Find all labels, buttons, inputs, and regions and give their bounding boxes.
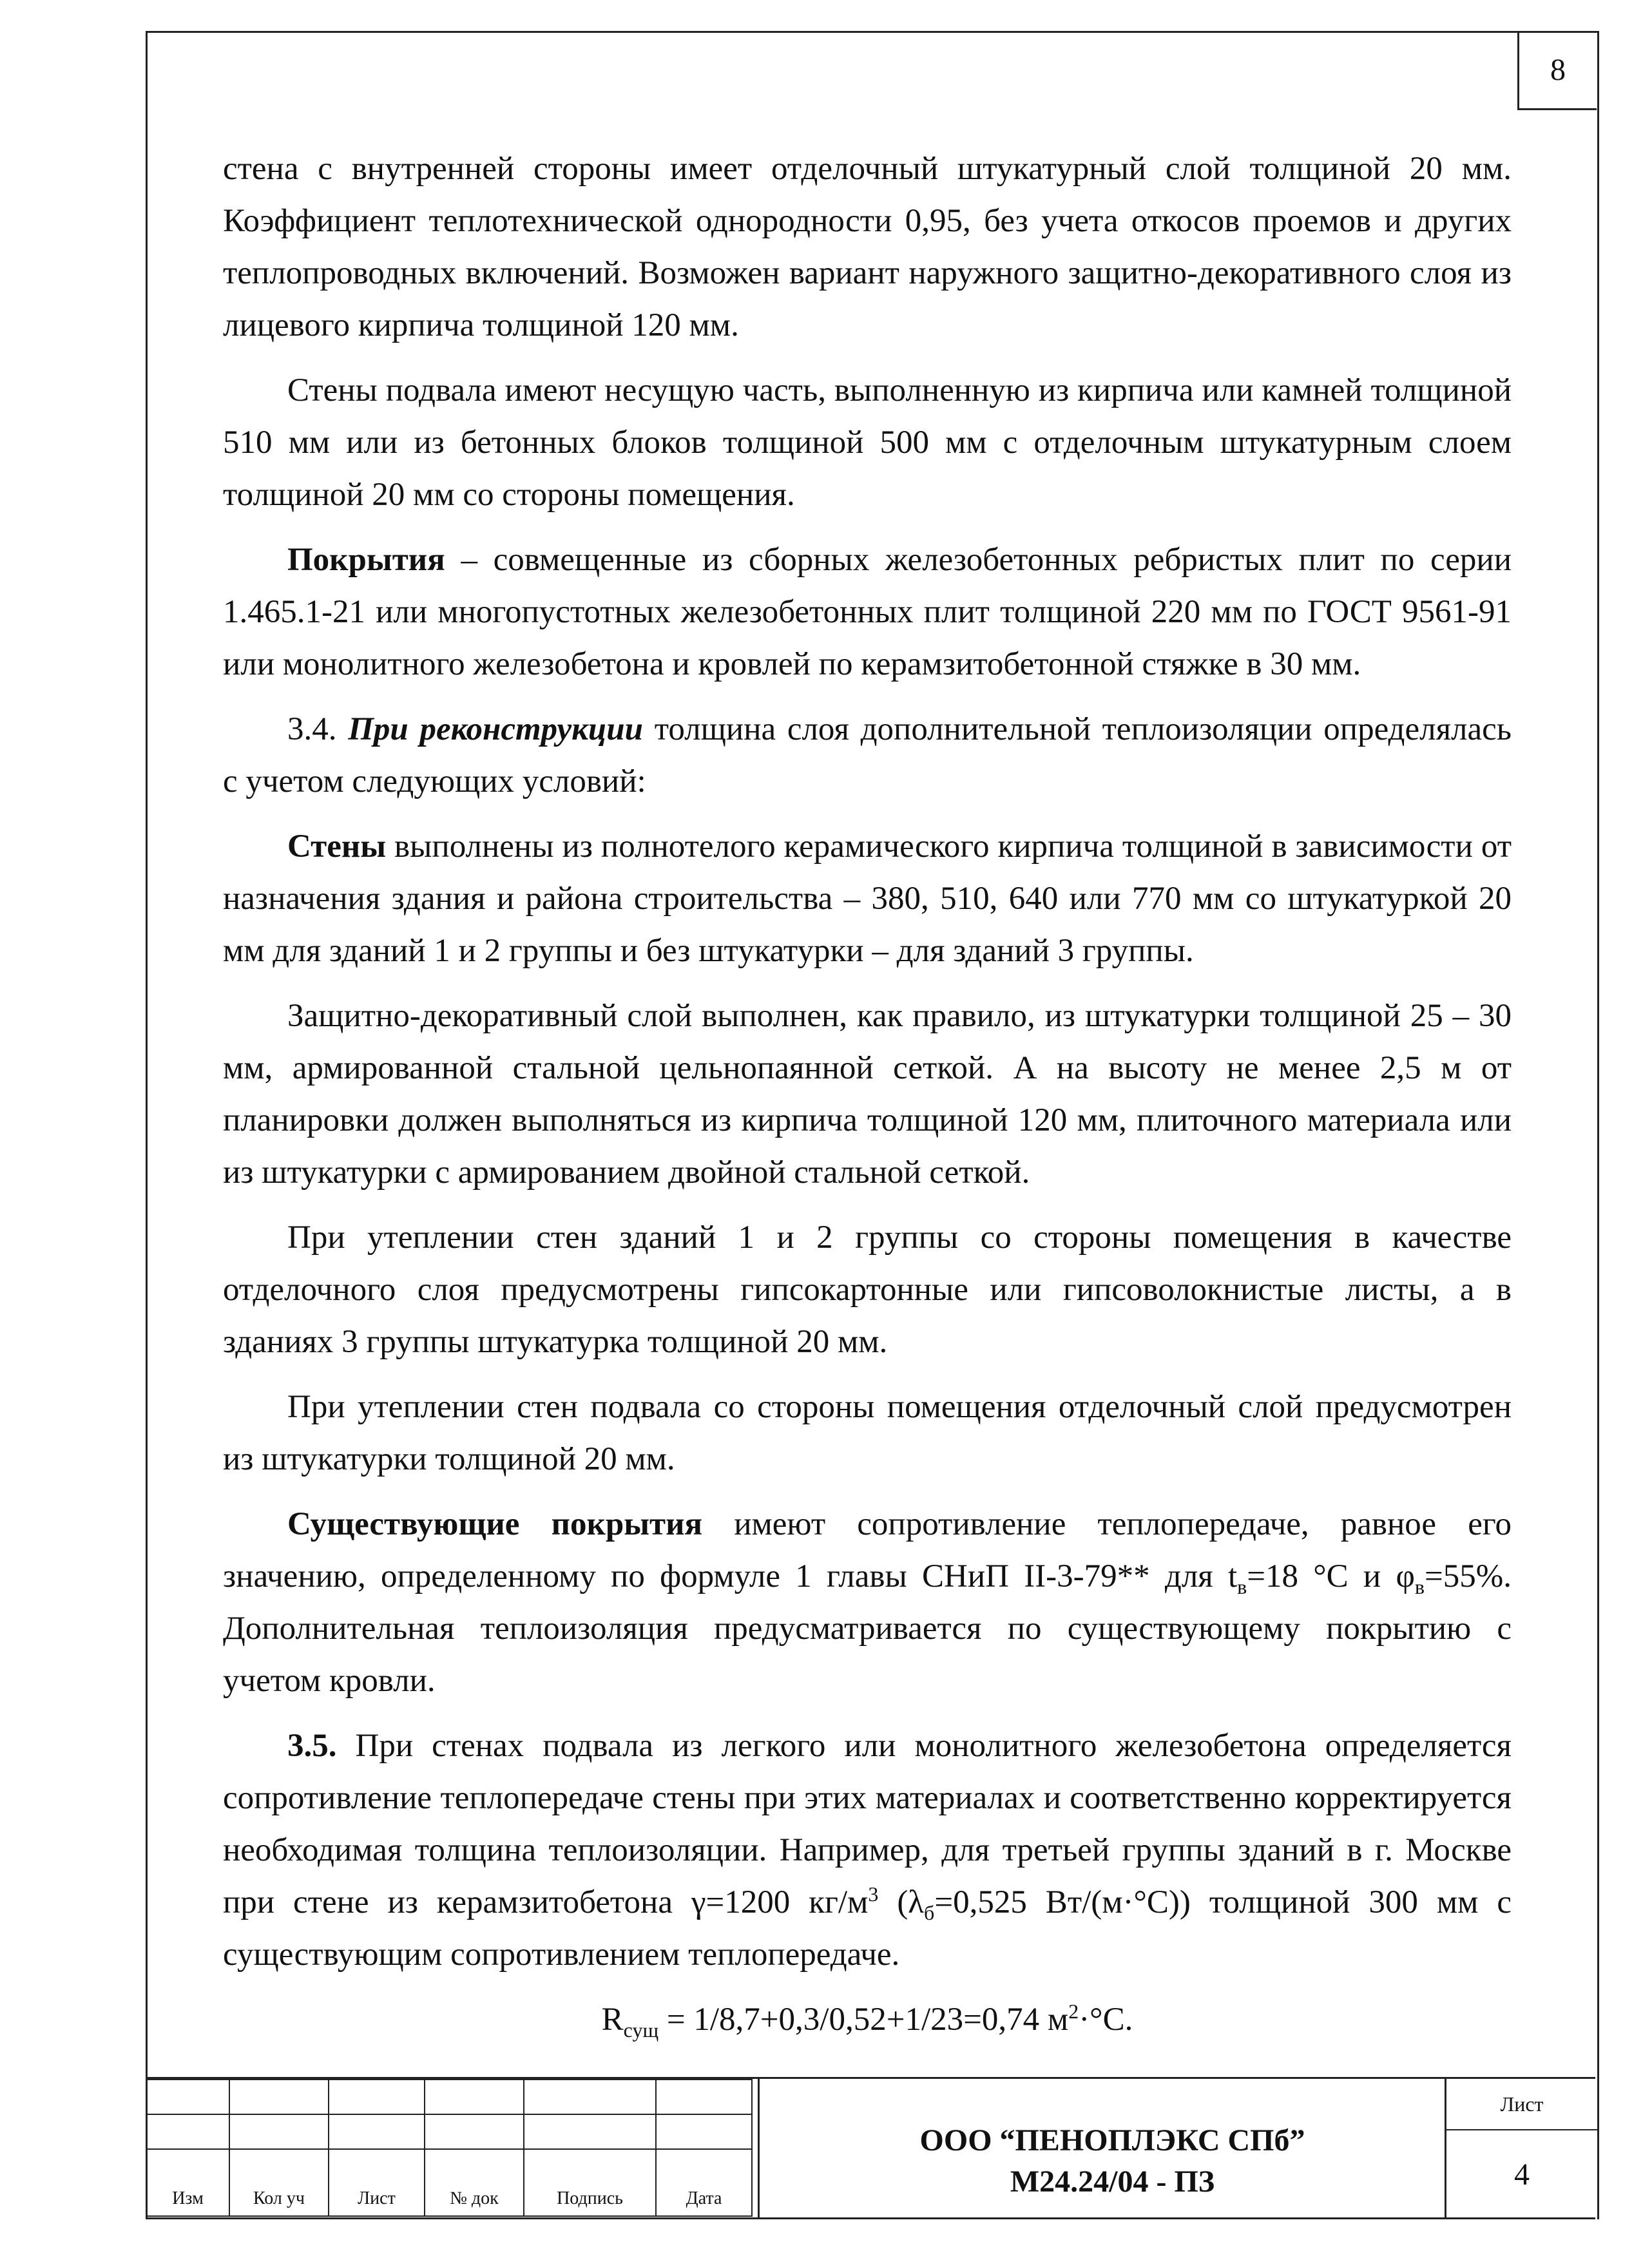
sheet-number: 4 bbox=[1514, 2157, 1530, 2192]
paragraph: При утеплении стен зданий 1 и 2 группы со стороны помещения в качестве отделочного слоя предусмотрены гипсокартонные или гипсоволокнистые листы, а в зданиях 3 группы штукатурка толщиной 20 мм. bbox=[223, 1220, 1512, 1360]
paragraph: Существующие покрытия имеют сопротивление теплопередаче, равное его значению, определенному по формуле 1 главы СНиП II-3-79** для $t_в=18$ °С и $\varphi_в=55\%$. Дополнительная теплоизоляция предусматривается по существующему покрытию с учетом кровли. bbox=[223, 1506, 1512, 1699]
title-block bbox=[146, 2077, 1595, 2219]
paragraph: Защитно-декоративный слой выполнен, как правило, из штукатурки толщиной 25 – 30 мм, армированной стальной цельнопаянной сеткой. А на высоту не менее 2,5 м от планировки должен выполняться из кирпича толщиной 120 мм, плиточного материала или из штукатурки с армированием двойной стальной сеткой. bbox=[223, 998, 1512, 1191]
col-header: Кол уч bbox=[229, 2149, 329, 2216]
paragraph: Покрытия – совмещенные из сборных железобетонных ребристых плит по серии 1.465.1-21 или многопустотных железобетонных плит толщиной 220 мм по ГОСТ 9561-91 или монолитного железобетона и кровлей по керамзитобетонной стяжке в 30 мм. bbox=[223, 542, 1512, 682]
paragraph: При утеплении стен подвала со стороны помещения отделочный слой предусмотрен из штукатурки толщиной 20 мм. bbox=[223, 1389, 1512, 1477]
section-3-5: 3.5. При стенах подвала из легкого или монолитного железобетона определяется сопротивление теплопередаче стены при этих материалах и соответственно корректируется необходимая толщина теплоизоляции. Например, для третьей группы зданий в г. Москве при стене из керамзитобетона γ=1200 $кг/м^3$ ($\lambda_б=0,525$ Вт/(м·°С)) толщиной 300 мм с существующим сопротивлением теплопередаче. bbox=[223, 1728, 1512, 1973]
term-bold: Существующие покрытия bbox=[287, 1506, 703, 1542]
company-name: ООО “ПЕНОПЛЭКС СПб” bbox=[919, 2123, 1305, 2157]
formula: $R_{сущ} = 1/8,7+0,3/0,52+1/23=0,74$ $м^2\cdot^\circ С$. bbox=[601, 2000, 1133, 2042]
revision-table bbox=[146, 2079, 753, 2217]
term-emphasis: При реконструкции bbox=[348, 711, 644, 747]
paragraph: Стены подвала имеют несущую часть, выполненную из кирпича или камней толщиной 510 мм или из бетонных блоков толщиной 500 мм с отделочным штукатурным слоем толщиной 20 мм со стороны помещения. bbox=[223, 372, 1512, 513]
page-number: 8 bbox=[1517, 31, 1597, 110]
term-bold: Стены bbox=[287, 828, 387, 865]
col-header: Подпись bbox=[524, 2149, 656, 2216]
sheet-block bbox=[1445, 2079, 1597, 2219]
document-code: М24.24/04 - ПЗ bbox=[1010, 2165, 1215, 2199]
paragraph: Стены выполнены из полнотелого керамического кирпича толщиной в зависимости от назначения здания и района строительства – 380, 510, 640 или 770 мм со штукатуркой 20 мм для зданий 1 и 2 группы и без штукатурки – для зданий 3 группы. bbox=[223, 828, 1512, 969]
frame-bottom bbox=[146, 2217, 1595, 2219]
sheet-label: Лист bbox=[1446, 2079, 1597, 2130]
term-bold: Покрытия bbox=[287, 542, 445, 578]
paragraph: стена с внутренней стороны имеет отделочный штукатурный слой толщиной 20 мм. Коэффициент теплотехнической однородности 0,95, без учета откосов проемов и других теплопроводных включений. Возможен вариант наружного защитно-декоративного слоя из лицевого кирпича толщиной 120 мм. bbox=[223, 151, 1512, 343]
col-header: Изм bbox=[146, 2149, 229, 2216]
document-body bbox=[223, 143, 1512, 2059]
col-header: Лист bbox=[329, 2149, 425, 2216]
col-header: Дата bbox=[656, 2149, 752, 2216]
col-header: № док bbox=[425, 2149, 524, 2216]
section-3-4: 3.4. При реконструкции толщина слоя дополнительной теплоизоляции определялась с учетом следующих условий: bbox=[223, 711, 1512, 799]
